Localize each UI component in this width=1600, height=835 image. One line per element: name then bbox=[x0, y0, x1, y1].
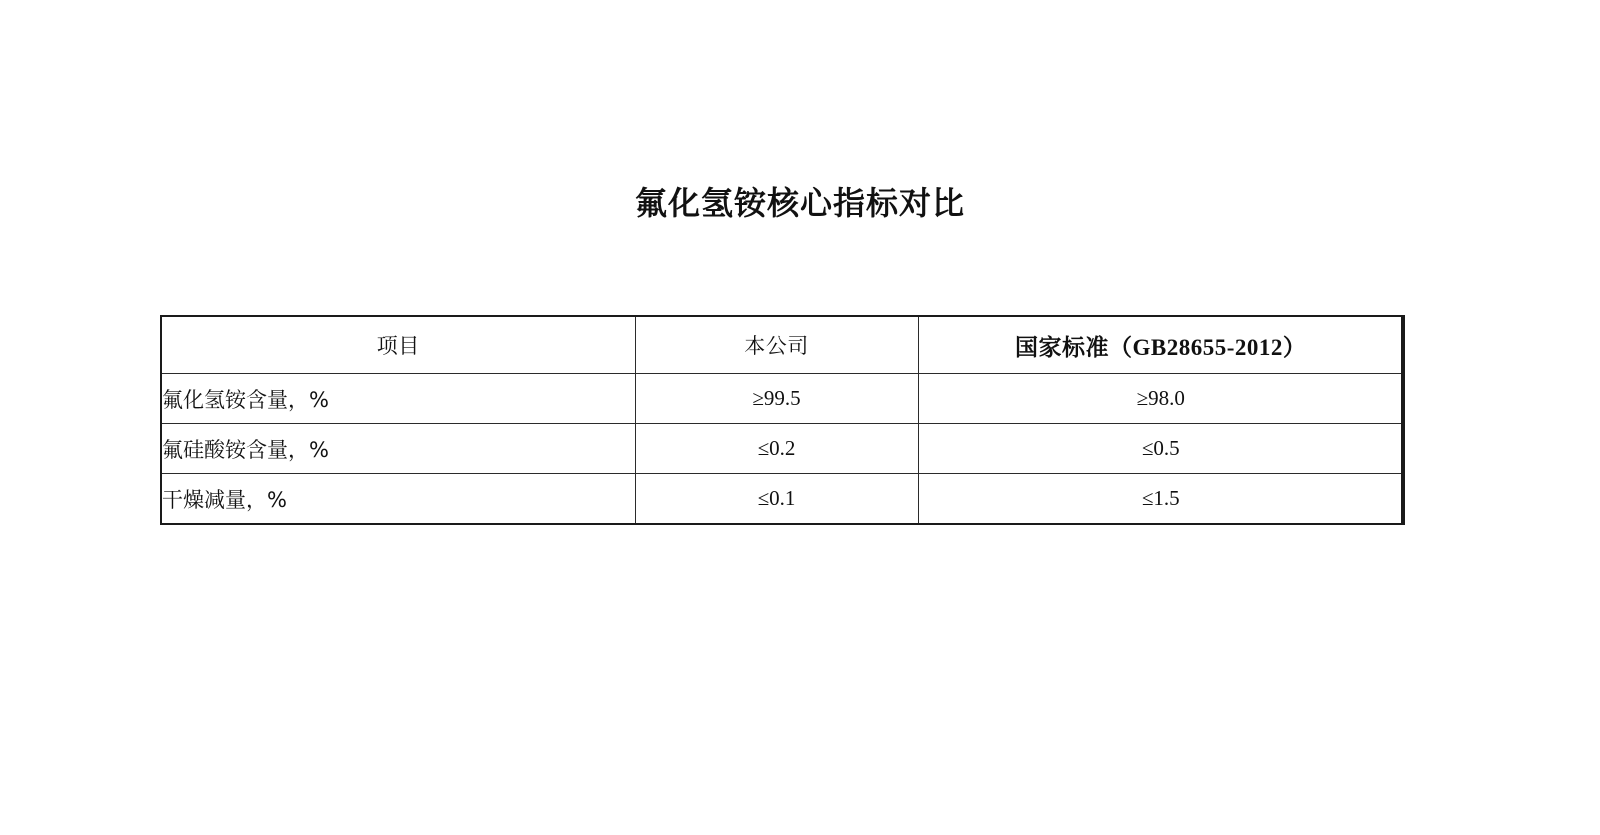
spec-comparison-table bbox=[160, 315, 1405, 525]
table-row bbox=[161, 474, 1404, 525]
table-row bbox=[161, 374, 1404, 424]
cell-standard-value: ≥98.0 bbox=[918, 374, 1404, 424]
cell-item-name: 干燥减量，% bbox=[161, 474, 635, 525]
page-title: 氟化氢铵核心指标对比 bbox=[634, 184, 965, 222]
cell-our-value: ≥99.5 bbox=[635, 374, 918, 424]
cell-standard-value: ≤1.5 bbox=[918, 474, 1404, 525]
column-header-national-standard: 国家标准（GB28655-2012） bbox=[918, 316, 1404, 374]
cell-standard-value: ≤0.5 bbox=[918, 424, 1404, 474]
cell-item-name: 氟化氢铵含量，% bbox=[161, 374, 635, 424]
column-header-item: 项目 bbox=[161, 316, 635, 374]
cell-our-value: ≤0.2 bbox=[635, 424, 918, 474]
table-header-row bbox=[161, 316, 1404, 374]
spec-comparison-table-wrapper bbox=[160, 315, 1403, 525]
cell-our-value: ≤0.1 bbox=[635, 474, 918, 525]
column-header-our-company: 本公司 bbox=[635, 316, 918, 374]
table-row bbox=[161, 424, 1404, 474]
cell-item-name: 氟硅酸铵含量，% bbox=[161, 424, 635, 474]
